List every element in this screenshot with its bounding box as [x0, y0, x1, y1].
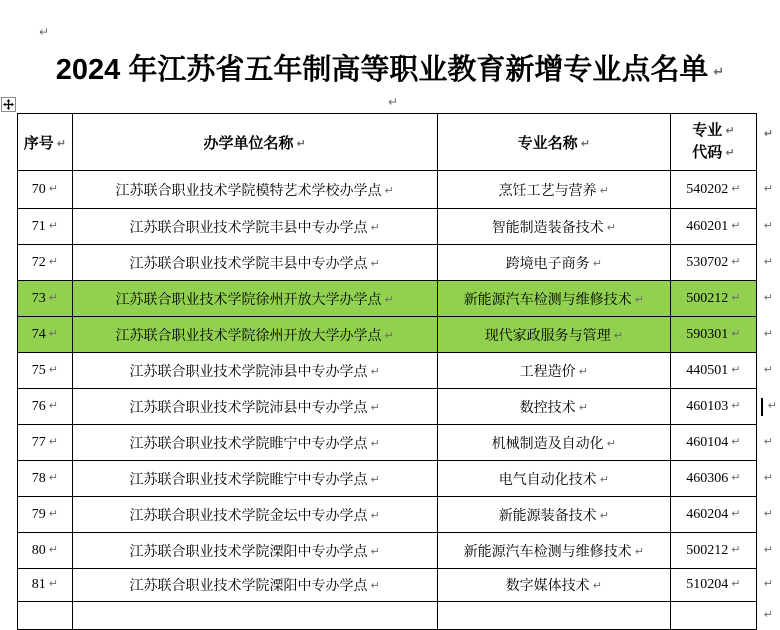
unit-name: 江苏联合职业技术学院沛县中专办学点 [129, 364, 368, 380]
table-row-partial [18, 602, 780, 630]
document-title[interactable] [0, 51, 780, 92]
major-name: 工程造价 [519, 364, 576, 380]
row-number-cell[interactable] [18, 317, 73, 353]
end-of-cell-mark: ↵ [599, 472, 609, 486]
end-of-row-rail [756, 114, 779, 171]
unit-name: 江苏联合职业技术学院睢宁中专办学点 [129, 436, 368, 452]
unit-name-cell[interactable] [72, 461, 437, 497]
unit-name-cell[interactable] [72, 569, 437, 602]
end-of-row-mark: ↵ [763, 126, 773, 140]
header-label-code-line2: 代码 [692, 145, 723, 161]
row-number: 81 [31, 577, 46, 592]
major-name: 数控技术 [519, 400, 576, 416]
unit-name: 江苏联合职业技术学院徐州开放大学办学点 [115, 328, 382, 344]
paragraph-mark: ↵ [388, 95, 399, 109]
major-code-cell[interactable] [671, 461, 757, 497]
major-name-cell[interactable] [437, 317, 671, 353]
unit-name: 江苏联合职业技术学院金坛中专办学点 [129, 508, 368, 524]
end-of-row-rail [756, 353, 779, 389]
table-row [18, 389, 780, 425]
end-of-cell-mark: ↵ [731, 542, 741, 556]
major-code-cell[interactable] [671, 497, 757, 533]
empty-cell[interactable] [72, 602, 437, 630]
end-of-cell-mark: ↵ [48, 506, 58, 520]
end-of-row-rail [756, 533, 779, 569]
major-name-cell[interactable] [437, 245, 671, 281]
row-number: 72 [31, 254, 46, 270]
header-cell-unit[interactable] [72, 114, 437, 171]
unit-name: 江苏联合职业技术学院溧阳中专办学点 [129, 579, 368, 594]
unit-name-cell[interactable] [72, 353, 437, 389]
four-way-arrow-icon [3, 99, 14, 110]
major-code-cell[interactable] [671, 533, 757, 569]
major-name-cell[interactable] [437, 209, 671, 245]
unit-name-cell[interactable] [72, 245, 437, 281]
table-row [18, 569, 780, 602]
unit-name-cell[interactable] [72, 497, 437, 533]
header-label-no: 序号 [23, 135, 54, 152]
major-name: 电气自动化技术 [498, 472, 597, 488]
end-of-cell-mark: ↵ [384, 183, 394, 197]
row-number: 73 [31, 290, 46, 306]
major-name-cell[interactable] [437, 425, 671, 461]
major-code: 510204 [686, 577, 729, 592]
end-of-cell-mark: ↵ [613, 328, 623, 342]
major-name: 烹饪工艺与营养 [498, 183, 597, 199]
title-text: 2024 年江苏省五年制高等职业教育新增专业点名单 [55, 54, 709, 86]
major-name: 机械制造及自动化 [491, 436, 604, 452]
end-of-cell-mark: ↵ [48, 290, 58, 304]
end-of-cell-mark: ↵ [370, 220, 380, 234]
end-of-cell-mark: ↵ [48, 470, 58, 484]
row-number-cell[interactable] [18, 281, 73, 317]
end-of-cell-mark: ↵ [599, 183, 609, 197]
major-name: 新能源汽车检测与维修技术 [463, 544, 632, 560]
major-code-cell[interactable] [671, 317, 757, 353]
end-of-cell-mark: ↵ [731, 326, 741, 340]
end-of-cell-mark: ↵ [296, 136, 306, 150]
end-of-cell-mark: ↵ [634, 544, 644, 558]
major-code-cell[interactable] [671, 245, 757, 281]
end-of-row-mark: ↵ [763, 434, 773, 448]
end-of-cell-mark: ↵ [48, 362, 58, 376]
major-code-cell[interactable] [671, 353, 757, 389]
end-of-cell-mark: ↵ [634, 292, 644, 306]
end-of-cell-mark: ↵ [48, 577, 58, 590]
major-code-cell[interactable] [671, 425, 757, 461]
unit-name-cell[interactable] [72, 281, 437, 317]
end-of-row-mark: ↵ [767, 398, 777, 412]
header-label-major: 专业名称 [517, 135, 578, 152]
table-row [18, 497, 780, 533]
end-of-cell-mark: ↵ [48, 218, 58, 232]
end-of-cell-mark: ↵ [731, 362, 741, 376]
major-name-cell[interactable] [437, 171, 671, 209]
unit-name: 江苏联合职业技术学院丰县中专办学点 [129, 256, 368, 272]
row-number: 77 [31, 434, 46, 450]
row-number-cell[interactable] [18, 353, 73, 389]
major-name-cell[interactable] [437, 533, 671, 569]
table-header-row [18, 114, 780, 171]
end-of-row-mark: ↵ [763, 607, 773, 621]
end-of-cell-mark: ↵ [731, 506, 741, 520]
end-of-cell-mark: ↵ [580, 136, 590, 150]
end-of-row-mark: ↵ [763, 470, 773, 484]
end-of-cell-mark: ↵ [592, 256, 602, 270]
unit-name: 江苏联合职业技术学院徐州开放大学办学点 [115, 292, 382, 308]
row-number: 80 [31, 542, 46, 558]
row-number-cell[interactable] [18, 497, 73, 533]
text-cursor-caret [761, 398, 763, 416]
end-of-cell-mark: ↵ [731, 181, 741, 195]
unit-name-cell[interactable] [72, 425, 437, 461]
row-number-cell[interactable] [18, 245, 73, 281]
unit-name: 江苏联合职业技术学院睢宁中专办学点 [129, 472, 368, 488]
end-of-cell-mark: ↵ [578, 400, 588, 414]
end-of-cell-mark: ↵ [731, 470, 741, 484]
major-code: 460104 [686, 434, 729, 450]
major-code: 460204 [686, 506, 729, 522]
major-name-cell[interactable] [437, 497, 671, 533]
major-name: 现代家政服务与管理 [484, 328, 611, 344]
major-name-cell[interactable] [437, 389, 671, 425]
major-code: 460103 [686, 398, 729, 414]
end-of-row-mark: ↵ [763, 506, 773, 520]
major-code-cell[interactable] [671, 209, 757, 245]
unit-name: 江苏联合职业技术学院沛县中专办学点 [129, 400, 368, 416]
unit-name: 江苏联合职业技术学院溧阳中专办学点 [129, 544, 368, 560]
major-code-cell[interactable] [671, 569, 757, 602]
unit-name: 江苏联合职业技术学院丰县中专办学点 [129, 220, 368, 236]
end-of-row-rail [756, 569, 779, 602]
table-row [18, 425, 780, 461]
end-of-row-rail [756, 389, 779, 425]
major-code: 530702 [686, 254, 729, 270]
major-code-cell[interactable] [671, 389, 757, 425]
end-of-cell-mark: ↵ [725, 146, 735, 159]
end-of-row-rail [756, 497, 779, 533]
table-row [18, 209, 780, 245]
table-body [18, 171, 780, 630]
major-name: 跨境电子商务 [505, 256, 590, 272]
end-of-row-mark: ↵ [763, 254, 773, 268]
row-number-cell[interactable] [18, 461, 73, 497]
paragraph-mark: ↵ [39, 25, 50, 39]
end-of-cell-mark: ↵ [731, 398, 741, 412]
end-of-cell-mark: ↵ [731, 290, 741, 304]
empty-cell[interactable] [18, 602, 73, 630]
end-of-cell-mark: ↵ [56, 136, 66, 150]
end-of-cell-mark: ↵ [370, 256, 380, 270]
end-of-cell-mark: ↵ [370, 472, 380, 486]
row-number: 70 [31, 181, 46, 197]
header-cell-code[interactable] [671, 114, 757, 171]
end-of-cell-mark: ↵ [48, 542, 58, 556]
major-code: 460306 [686, 470, 729, 486]
major-code: 460201 [686, 218, 729, 234]
end-of-row-rail [756, 425, 779, 461]
major-name: 数字媒体技术 [505, 579, 590, 594]
end-of-row-rail [756, 245, 779, 281]
major-name: 智能制造装备技术 [491, 220, 604, 236]
row-number: 75 [31, 362, 46, 378]
major-name: 新能源装备技术 [498, 508, 597, 524]
end-of-cell-mark: ↵ [48, 181, 58, 195]
major-code: 500212 [686, 542, 729, 558]
end-of-row-rail [756, 281, 779, 317]
table-move-handle-icon[interactable] [1, 97, 16, 112]
end-of-row-rail [756, 461, 779, 497]
paragraph-mark: ↵ [713, 65, 725, 80]
major-code: 440501 [686, 362, 729, 378]
end-of-row-mark: ↵ [763, 542, 773, 556]
end-of-cell-mark: ↵ [48, 254, 58, 268]
row-number: 76 [31, 398, 46, 414]
end-of-cell-mark: ↵ [370, 508, 380, 522]
empty-cell[interactable] [671, 602, 757, 630]
end-of-cell-mark: ↵ [606, 436, 616, 450]
unit-name-cell[interactable] [72, 171, 437, 209]
table-row [18, 353, 780, 389]
header-label-unit: 办学单位名称 [203, 135, 294, 152]
majors-table [17, 113, 780, 630]
major-name-cell[interactable] [437, 569, 671, 602]
end-of-row-mark: ↵ [763, 326, 773, 340]
row-number-cell[interactable] [18, 533, 73, 569]
major-code: 590301 [686, 326, 729, 342]
unit-name-cell[interactable] [72, 317, 437, 353]
major-code: 500212 [686, 290, 729, 306]
end-of-cell-mark: ↵ [370, 544, 380, 558]
row-number: 71 [31, 218, 46, 234]
table-row [18, 317, 780, 353]
row-number-cell[interactable] [18, 171, 73, 209]
row-number-cell[interactable] [18, 389, 73, 425]
row-number: 78 [31, 470, 46, 486]
end-of-cell-mark: ↵ [370, 364, 380, 378]
end-of-row-mark: ↵ [763, 181, 773, 195]
row-number: 79 [31, 506, 46, 522]
end-of-cell-mark: ↵ [370, 579, 380, 592]
end-of-cell-mark: ↵ [384, 292, 394, 306]
table-row [18, 533, 780, 569]
end-of-cell-mark: ↵ [48, 326, 58, 340]
end-of-row-rail [756, 602, 779, 630]
header-cell-no[interactable] [18, 114, 73, 171]
end-of-row-rail [756, 317, 779, 353]
end-of-cell-mark: ↵ [48, 398, 58, 412]
end-of-row-mark: ↵ [763, 290, 773, 304]
unit-name-cell[interactable] [72, 533, 437, 569]
unit-name: 江苏联合职业技术学院模特艺术学校办学点 [115, 183, 382, 199]
major-name-cell[interactable] [437, 353, 671, 389]
end-of-cell-mark: ↵ [731, 577, 741, 590]
end-of-cell-mark: ↵ [725, 124, 735, 137]
major-name-cell[interactable] [437, 461, 671, 497]
end-of-cell-mark: ↵ [384, 328, 394, 342]
major-code-cell[interactable] [671, 171, 757, 209]
empty-cell[interactable] [437, 602, 671, 630]
major-name-cell[interactable] [437, 281, 671, 317]
end-of-cell-mark: ↵ [606, 220, 616, 234]
row-number-cell[interactable] [18, 209, 73, 245]
table-row [18, 171, 780, 209]
end-of-row-mark: ↵ [763, 218, 773, 232]
table-row [18, 461, 780, 497]
end-of-cell-mark: ↵ [578, 364, 588, 378]
end-of-cell-mark: ↵ [731, 434, 741, 448]
end-of-row-mark: ↵ [763, 362, 773, 376]
major-code-cell[interactable] [671, 281, 757, 317]
unit-name-cell[interactable] [72, 209, 437, 245]
header-label-code-line1: 专业 [692, 123, 723, 139]
end-of-cell-mark: ↵ [731, 254, 741, 268]
header-cell-major[interactable] [437, 114, 671, 171]
end-of-cell-mark: ↵ [731, 218, 741, 232]
end-of-row-mark: ↵ [763, 577, 773, 590]
row-number: 74 [31, 326, 46, 342]
row-number-cell[interactable] [18, 569, 73, 602]
row-number-cell[interactable] [18, 425, 73, 461]
end-of-cell-mark: ↵ [599, 508, 609, 522]
table-row [18, 245, 780, 281]
unit-name-cell[interactable] [72, 389, 437, 425]
end-of-cell-mark: ↵ [370, 436, 380, 450]
end-of-cell-mark: ↵ [48, 434, 58, 448]
table-row [18, 281, 780, 317]
end-of-row-rail [756, 171, 779, 209]
major-name: 新能源汽车检测与维修技术 [463, 292, 632, 308]
major-code: 540202 [686, 181, 729, 197]
end-of-cell-mark: ↵ [592, 579, 602, 592]
end-of-row-rail [756, 209, 779, 245]
end-of-cell-mark: ↵ [370, 400, 380, 414]
